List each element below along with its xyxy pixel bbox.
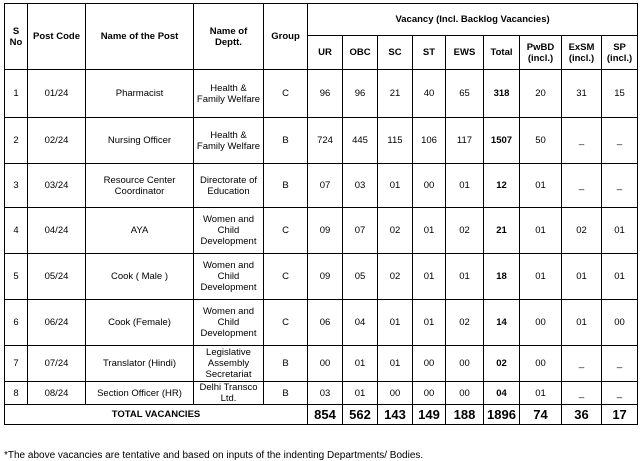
cell-group: C <box>264 208 308 254</box>
cell-sno: 6 <box>5 300 28 346</box>
header-ews: EWS <box>446 36 484 70</box>
cell-sp: 15 <box>602 70 638 118</box>
cell-st: 00 <box>413 382 446 405</box>
cell-pwbd: 01 <box>520 208 562 254</box>
total-total: 1896 <box>484 405 520 425</box>
cell-pwbd: 50 <box>520 118 562 164</box>
total-ews: 188 <box>446 405 484 425</box>
total-pwbd: 74 <box>520 405 562 425</box>
table-row <box>5 70 638 118</box>
cell-dept: Legislative Assembly Secretariat <box>194 346 264 382</box>
cell-group: B <box>264 164 308 208</box>
cell-exsm: 01 <box>562 254 602 300</box>
table-row <box>5 346 638 382</box>
cell-post-name: Cook ( Male ) <box>86 254 194 300</box>
cell-post-code: 04/24 <box>28 208 86 254</box>
cell-post-name: Cook (Female) <box>86 300 194 346</box>
cell-post-code: 01/24 <box>28 70 86 118</box>
cell-pwbd: 01 <box>520 164 562 208</box>
cell-group: B <box>264 382 308 405</box>
cell-ews: 117 <box>446 118 484 164</box>
cell-ur: 09 <box>308 254 343 300</box>
cell-obc: 07 <box>343 208 378 254</box>
table-row <box>5 164 638 208</box>
header-post-code: Post Code <box>28 4 86 70</box>
cell-group: C <box>264 70 308 118</box>
cell-st: 40 <box>413 70 446 118</box>
cell-exsm: 31 <box>562 70 602 118</box>
cell-sno: 1 <box>5 70 28 118</box>
cell-sc: 02 <box>378 208 413 254</box>
cell-group: C <box>264 300 308 346</box>
footnote: *The above vacancies are tentative and based on inputs of the indenting Departments/ Bodies. <box>4 450 424 461</box>
table-row <box>5 208 638 254</box>
cell-ews: 65 <box>446 70 484 118</box>
cell-total: 18 <box>484 254 520 300</box>
cell-sp: 00 <box>602 300 638 346</box>
cell-post-code: 07/24 <box>28 346 86 382</box>
cell-sno: 3 <box>5 164 28 208</box>
cell-total: 21 <box>484 208 520 254</box>
cell-exsm: _ <box>562 118 602 164</box>
header-dept: Name of Deptt. <box>194 4 264 70</box>
cell-ur: 00 <box>308 346 343 382</box>
cell-pwbd: 00 <box>520 300 562 346</box>
table-row <box>5 254 638 300</box>
table-row <box>5 300 638 346</box>
cell-group: B <box>264 346 308 382</box>
totals-row <box>5 405 638 425</box>
cell-total: 14 <box>484 300 520 346</box>
cell-sno: 5 <box>5 254 28 300</box>
cell-st: 01 <box>413 300 446 346</box>
cell-post-code: 06/24 <box>28 300 86 346</box>
cell-sp: _ <box>602 382 638 405</box>
cell-dept: Delhi Transco Ltd. <box>194 382 264 405</box>
cell-exsm: 02 <box>562 208 602 254</box>
cell-ews: 01 <box>446 254 484 300</box>
cell-ews: 02 <box>446 208 484 254</box>
cell-sc: 01 <box>378 346 413 382</box>
cell-pwbd: 01 <box>520 382 562 405</box>
header-group: Group <box>264 4 308 70</box>
cell-sp: _ <box>602 118 638 164</box>
cell-obc: 03 <box>343 164 378 208</box>
header-sp: SP (incl.) <box>602 36 638 70</box>
total-st: 149 <box>413 405 446 425</box>
cell-st: 00 <box>413 164 446 208</box>
cell-exsm: _ <box>562 382 602 405</box>
cell-sno: 2 <box>5 118 28 164</box>
cell-ur: 06 <box>308 300 343 346</box>
cell-total: 04 <box>484 382 520 405</box>
cell-pwbd: 20 <box>520 70 562 118</box>
cell-obc: 01 <box>343 346 378 382</box>
cell-total: 1507 <box>484 118 520 164</box>
cell-total: 12 <box>484 164 520 208</box>
cell-post-name: Section Officer (HR) <box>86 382 194 405</box>
cell-ur: 07 <box>308 164 343 208</box>
header-post-name: Name of the Post <box>86 4 194 70</box>
cell-sc: 01 <box>378 164 413 208</box>
cell-obc: 05 <box>343 254 378 300</box>
cell-sc: 01 <box>378 300 413 346</box>
cell-sc: 00 <box>378 382 413 405</box>
header-vacancy: Vacancy (Incl. Backlog Vacancies) <box>308 4 638 36</box>
header-exsm: ExSM (incl.) <box>562 36 602 70</box>
cell-sp: _ <box>602 346 638 382</box>
total-obc: 562 <box>343 405 378 425</box>
cell-pwbd: 01 <box>520 254 562 300</box>
cell-obc: 445 <box>343 118 378 164</box>
total-sc: 143 <box>378 405 413 425</box>
cell-dept: Directorate of Education <box>194 164 264 208</box>
cell-post-name: Nursing Officer <box>86 118 194 164</box>
cell-sno: 4 <box>5 208 28 254</box>
cell-ur: 03 <box>308 382 343 405</box>
cell-sp: 01 <box>602 208 638 254</box>
cell-obc: 04 <box>343 300 378 346</box>
cell-st: 01 <box>413 254 446 300</box>
cell-sp: _ <box>602 164 638 208</box>
cell-sc: 21 <box>378 70 413 118</box>
cell-exsm: _ <box>562 346 602 382</box>
cell-post-name: AYA <box>86 208 194 254</box>
cell-exsm: _ <box>562 164 602 208</box>
cell-pwbd: 00 <box>520 346 562 382</box>
cell-post-code: 08/24 <box>28 382 86 405</box>
cell-dept: Health & Family Welfare <box>194 70 264 118</box>
vacancy-table <box>4 3 638 425</box>
cell-sp: 01 <box>602 254 638 300</box>
cell-st: 00 <box>413 346 446 382</box>
cell-obc: 96 <box>343 70 378 118</box>
cell-dept: Women and Child Development <box>194 254 264 300</box>
header-ur: UR <box>308 36 343 70</box>
total-exsm: 36 <box>562 405 602 425</box>
header-obc: OBC <box>343 36 378 70</box>
header-row-top <box>5 4 638 36</box>
cell-post-name: Pharmacist <box>86 70 194 118</box>
table-row <box>5 118 638 164</box>
cell-post-name: Translator (Hindi) <box>86 346 194 382</box>
cell-sc: 02 <box>378 254 413 300</box>
cell-ews: 00 <box>446 346 484 382</box>
total-ur: 854 <box>308 405 343 425</box>
header-sc: SC <box>378 36 413 70</box>
cell-dept: Women and Child Development <box>194 208 264 254</box>
cell-ews: 02 <box>446 300 484 346</box>
table-row <box>5 382 638 405</box>
header-sno: S No <box>5 4 28 70</box>
cell-ews: 00 <box>446 382 484 405</box>
cell-post-name: Resource Center Coordinator <box>86 164 194 208</box>
cell-ur: 724 <box>308 118 343 164</box>
cell-group: B <box>264 118 308 164</box>
cell-total: 318 <box>484 70 520 118</box>
cell-exsm: 01 <box>562 300 602 346</box>
totals-label: TOTAL VACANCIES <box>5 405 308 425</box>
cell-ur: 09 <box>308 208 343 254</box>
cell-post-code: 05/24 <box>28 254 86 300</box>
cell-dept: Health & Family Welfare <box>194 118 264 164</box>
cell-post-code: 03/24 <box>28 164 86 208</box>
cell-post-code: 02/24 <box>28 118 86 164</box>
cell-obc: 01 <box>343 382 378 405</box>
header-st: ST <box>413 36 446 70</box>
cell-ews: 01 <box>446 164 484 208</box>
cell-group: C <box>264 254 308 300</box>
cell-total: 02 <box>484 346 520 382</box>
cell-dept: Women and Child Development <box>194 300 264 346</box>
total-sp: 17 <box>602 405 638 425</box>
cell-sc: 115 <box>378 118 413 164</box>
cell-ur: 96 <box>308 70 343 118</box>
header-total: Total <box>484 36 520 70</box>
cell-st: 01 <box>413 208 446 254</box>
cell-sno: 7 <box>5 346 28 382</box>
cell-sno: 8 <box>5 382 28 405</box>
cell-st: 106 <box>413 118 446 164</box>
header-pwbd: PwBD (incl.) <box>520 36 562 70</box>
